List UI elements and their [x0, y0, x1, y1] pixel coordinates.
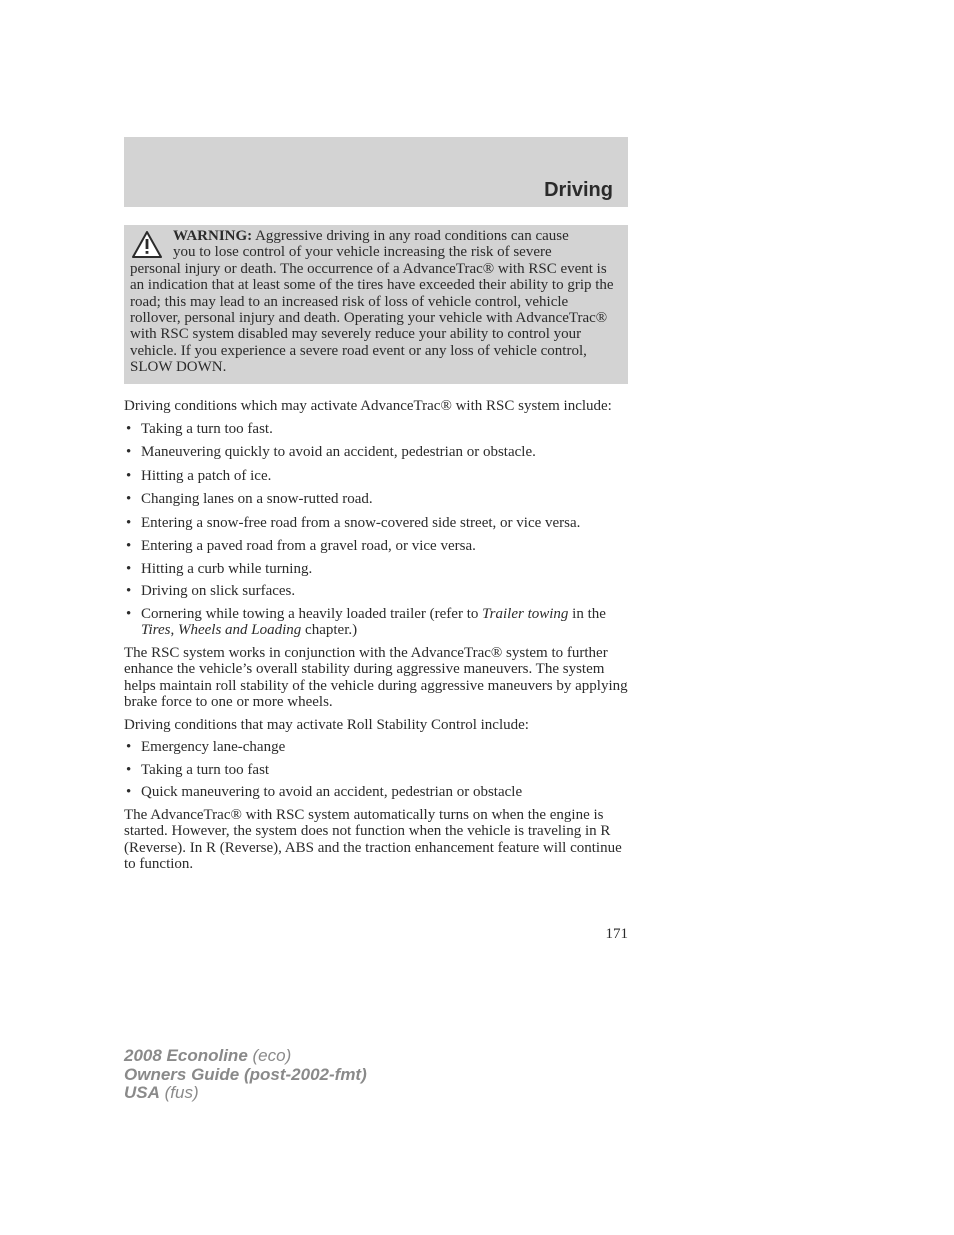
list-item: • Maneuvering quickly to avoid an accident, pedestrian or obstacle.: [124, 444, 628, 461]
list-item: • Entering a snow-free road from a snow-covered side street, or vice versa.: [124, 515, 628, 532]
list-item-text: ,: [170, 622, 178, 638]
warning-rest: personal injury or death. The occurrence of a AdvanceTrac® with RSC event is an indication that at least some of the tires have exceeded their ability to grip the road; this may lead to an increased risk of loss of vehicle control, vehicle rollover, personal injury and death. Operating your vehicle with AdvanceTrac® with RSC system disabled may severely reduce your ability to control your vehicle. If you experience a severe road event or any loss of vehicle control, SLOW DOWN.: [130, 260, 614, 376]
rsc-paragraph: The RSC system works in conjunction with the AdvanceTrac® system to further enhance the vehicle’s overall stability during aggressive maneuvers. The system helps maintain roll stability of the vehicle during aggressive maneuvers by applying brake force to one or more wheels.: [124, 644, 628, 710]
chapter-reference: Tires: [141, 622, 171, 638]
list-item: • Driving on slick surfaces.: [124, 583, 628, 600]
cross-reference-link: Trailer towing: [482, 605, 569, 622]
warning-box: [124, 225, 628, 384]
list-item: [124, 606, 628, 639]
warning-line2: you to lose control of your vehicle increasing the risk of severe: [173, 244, 552, 261]
section-title: Driving: [544, 179, 613, 201]
footer-line-1: [124, 1047, 367, 1066]
warning-lead: WARNING:: [173, 228, 253, 244]
footer-market: USA: [124, 1083, 160, 1102]
footer-line-3: [124, 1084, 367, 1103]
body-text: [124, 398, 628, 879]
warning-text: [130, 228, 622, 376]
list-item-text: Cornering while towing a heavily loaded trailer (refer to: [141, 605, 483, 622]
section-header: [124, 137, 628, 207]
footer-model: 2008 Econoline: [124, 1046, 248, 1065]
intro-paragraph-2: Driving conditions that may activate Roll Stability Control include:: [124, 716, 529, 733]
list-item: • Quick maneuvering to avoid an accident, pedestrian or obstacle: [124, 784, 628, 801]
auto-on-paragraph: The AdvanceTrac® with RSC system automatically turns on when the engine is started. However, the system does not function when the vehicle is traveling in R (Reverse). In R (Reverse), ABS and the traction enhancement feature will continue to function.: [124, 806, 622, 872]
list-item: • Taking a turn too fast.: [124, 421, 628, 438]
list-item-text: in the: [568, 605, 606, 622]
warning-line1: Aggressive driving in any road conditions can cause: [252, 228, 569, 244]
list-item: • Entering a paved road from a gravel road, or vice versa.: [124, 538, 628, 555]
chapter-reference: Wheels and Loading: [177, 622, 302, 638]
footer-line-2: Owners Guide (post-2002-fmt): [124, 1064, 367, 1084]
footer-model-code: (eco): [247, 1046, 292, 1065]
list-item: • Taking a turn too fast: [124, 762, 628, 779]
list-item: • Emergency lane-change: [124, 739, 628, 756]
list-item: • Hitting a patch of ice.: [124, 468, 628, 485]
intro-paragraph: Driving conditions which may activate AdvanceTrac® with RSC system include:: [124, 398, 612, 414]
warning-triangle-icon: [131, 230, 163, 260]
list-item: • Hitting a curb while turning.: [124, 561, 628, 578]
page-number: 171: [605, 926, 628, 942]
list-item-text: chapter.): [301, 622, 358, 638]
document-footer: [124, 1047, 367, 1103]
conditions-list: [124, 421, 628, 639]
list-item: • Changing lanes on a snow-rutted road.: [124, 491, 628, 508]
footer-market-code: (fus): [159, 1083, 199, 1102]
rsc-conditions-list: [124, 739, 628, 801]
